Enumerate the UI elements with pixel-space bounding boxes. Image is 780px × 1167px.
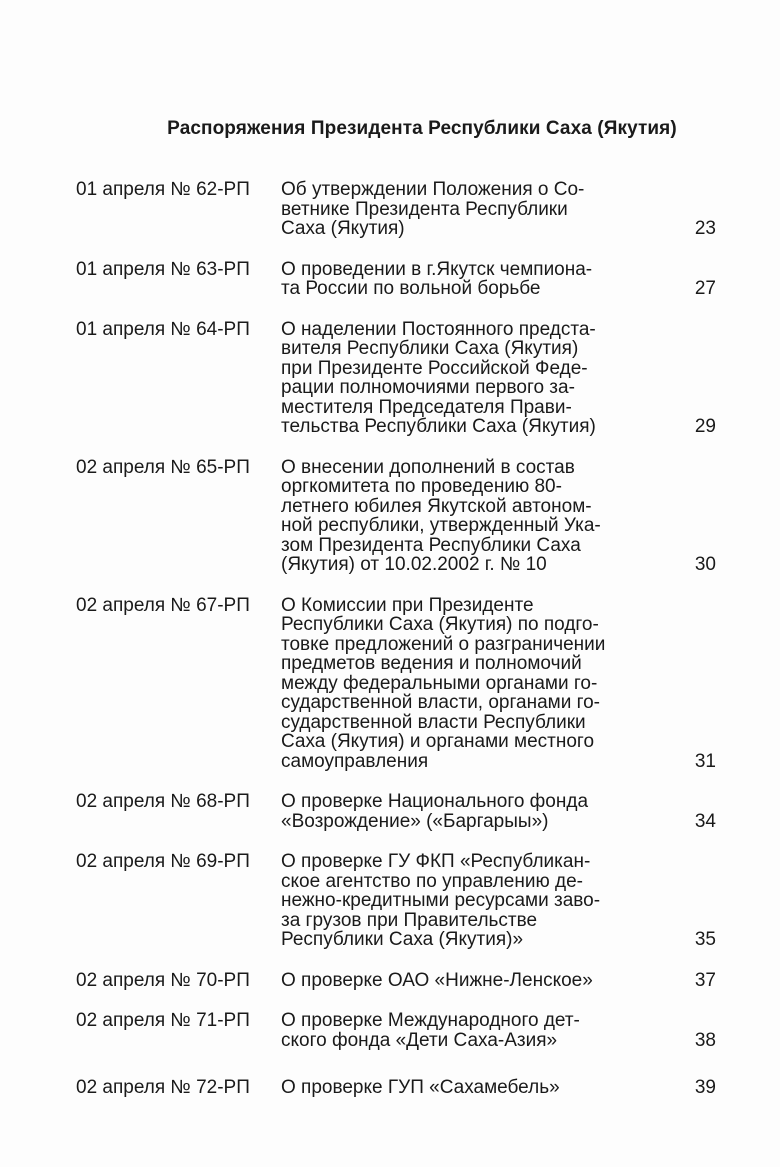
entry-date: 01 апреля № 63-РП	[76, 258, 250, 280]
entry-date: 01 апреля № 64-РП	[76, 318, 250, 340]
entry-date: 02 апреля № 69-РП	[76, 851, 250, 872]
toc-entry	[76, 971, 716, 991]
entry-description: О проверке Национального фонда «Возрождение» («Баргарыы»)	[281, 791, 589, 832]
toc-entry	[76, 852, 716, 950]
entry-page-number: 38	[694, 1029, 716, 1051]
toc-entry	[76, 792, 716, 831]
entry-page-number: 39	[694, 1077, 716, 1098]
entry-date: 02 апреля № 65-РП	[76, 456, 250, 478]
toc-entry	[76, 320, 716, 437]
entry-date: 02 апреля № 70-РП	[76, 969, 250, 991]
entry-page-number: 30	[694, 554, 716, 575]
entry-date: 02 апреля № 72-РП	[76, 1077, 250, 1098]
entry-description: О проверке Международного дет- ского фонда «Дети Саха-Азия»	[281, 1010, 580, 1051]
toc-list	[76, 180, 716, 1098]
toc-entry	[76, 458, 716, 575]
toc-entry	[76, 1078, 716, 1098]
entry-description: О проведении в г.Якутск чемпиона- та России по вольной борьбе	[281, 258, 593, 299]
entry-date: 02 апреля № 67-РП	[76, 594, 250, 616]
entry-description: О наделении Постоянного предста- вителя Республики Саха (Якутия) при Президенте Российской Феде- рации полномочиями первого за- местителя Председателя Прави- тельства Республики Саха (Якутия)	[281, 318, 596, 437]
toc-entry	[76, 1011, 716, 1050]
entry-page-number: 23	[694, 218, 716, 239]
entry-date: 02 апреля № 68-РП	[76, 791, 250, 812]
entry-date: 02 апреля № 71-РП	[76, 1010, 250, 1031]
entry-description: Об утверждении Положения о Со- ветнике Президента Республики Саха (Якутия)	[281, 179, 585, 239]
toc-entry	[76, 180, 716, 239]
entry-description: О проверке ГУ ФКП «Республикан- ское агентство по управлению де- нежно-кредитными ресурсами заво- за грузов при Правительстве Республики Саха (Якутия)»	[281, 851, 601, 950]
page-title: Распоряжения Президента Республики Саха (Якутия)	[167, 118, 677, 139]
entry-page-number: 27	[694, 278, 716, 299]
entry-description: О проверке ОАО «Нижне-Ленское»	[281, 969, 593, 991]
entry-date: 01 апреля № 62-РП	[76, 179, 250, 200]
entry-description: О Комиссии при Президенте Республики Саха (Якутия) по подго- товке предложений о разграничении предметов ведения и полномочий между федеральными органами го- сударственной власти, органами го- сударственной власти Республики Саха (Якутия) и органами местного самоуправления	[281, 594, 606, 772]
entry-description: О проверке ГУП «Сахамебель»	[281, 1077, 560, 1098]
entry-page-number: 34	[694, 810, 716, 832]
entry-page-number: 29	[694, 416, 716, 437]
toc-entry	[76, 260, 716, 299]
entry-description: О внесении дополнений в состав оргкомитета по проведению 80- летнего юбилея Якутской автоном- ной республики, утвержденный Ука- зом Президента Республики Саха (Якутия) от 10.02.2002 г. № 10	[281, 456, 601, 575]
toc-entry	[76, 596, 716, 772]
entry-page-number: 31	[694, 750, 716, 772]
entry-page-number: 37	[694, 969, 716, 991]
entry-page-number: 35	[694, 929, 716, 950]
